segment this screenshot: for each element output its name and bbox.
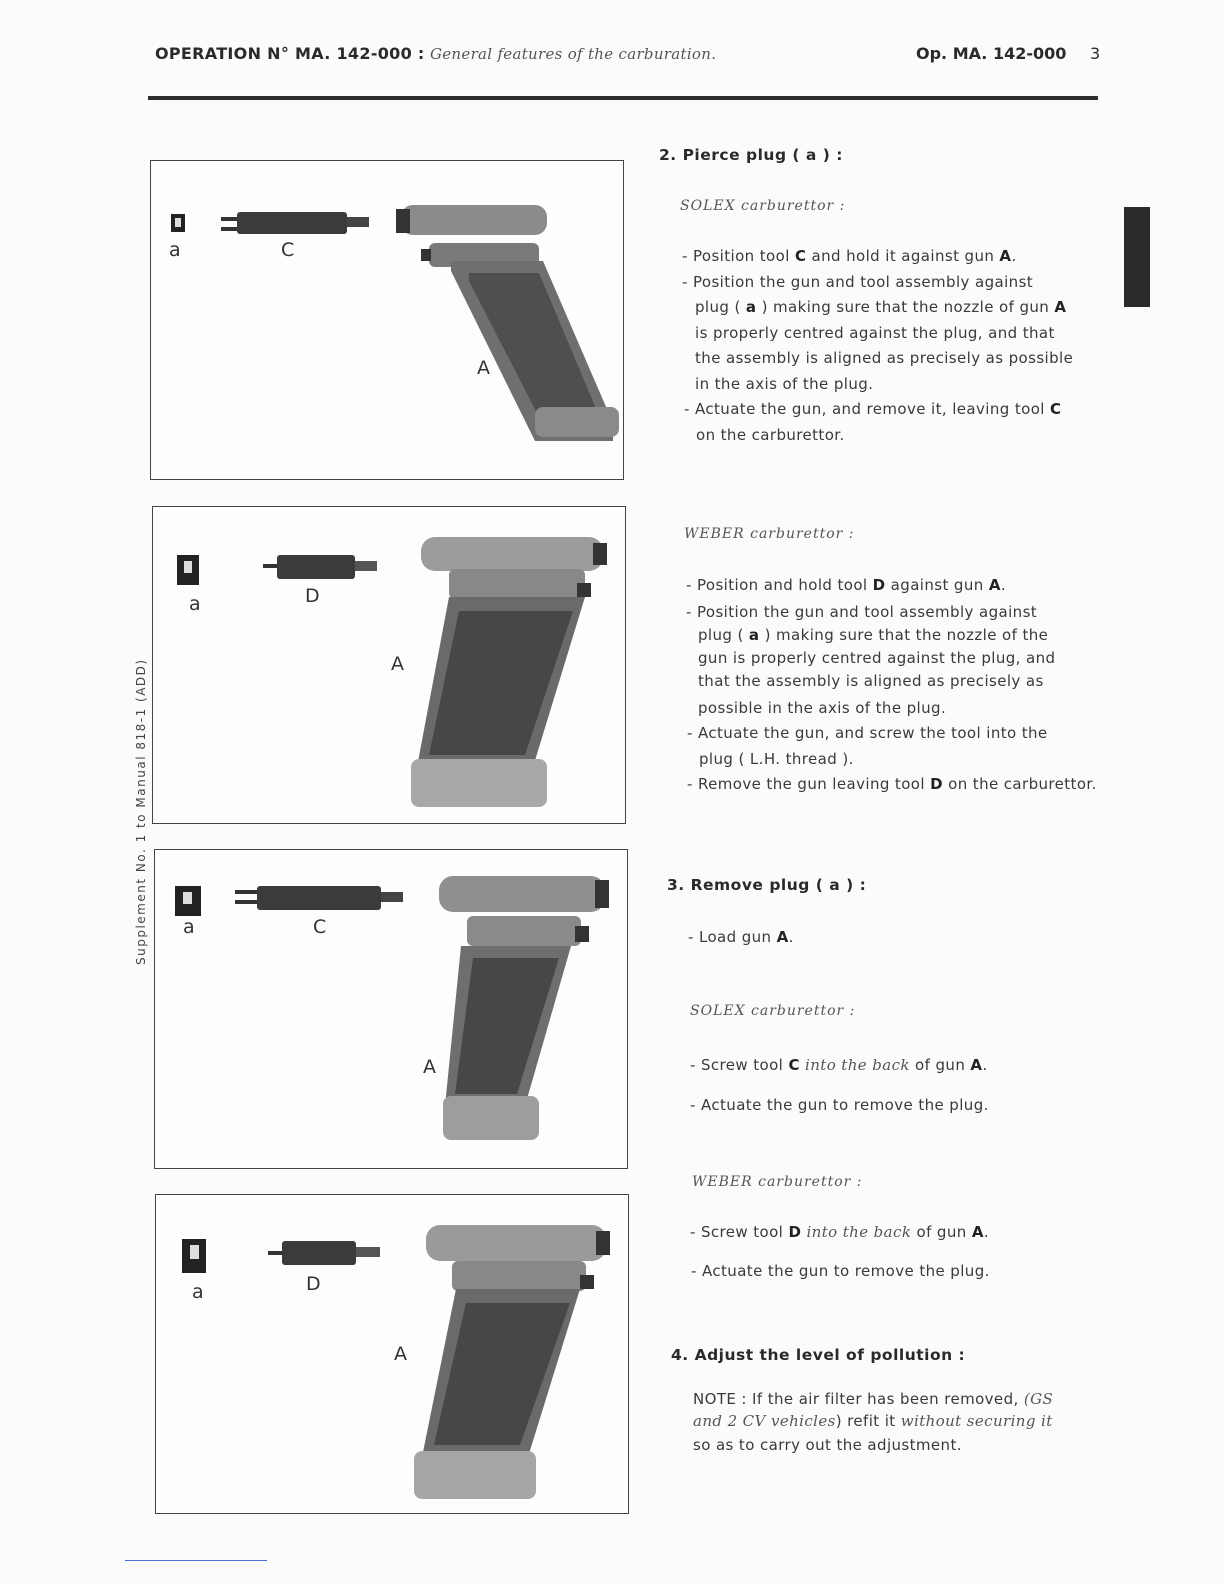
section-3-title: 3. Remove plug ( a ) :: [667, 876, 867, 894]
page-header: [155, 44, 716, 63]
label-tool: D: [306, 1273, 321, 1295]
figure-3: [154, 849, 628, 1169]
step-line: - Position the gun and tool assembly against: [682, 273, 1034, 291]
tool-c-drawing: [237, 212, 347, 234]
footer-rule: [125, 1560, 267, 1561]
step-line: plug ( a ) making sure that the nozzle of gun A: [695, 298, 1067, 316]
tool-d-drawing: [282, 1241, 356, 1265]
label-plug: a: [183, 916, 195, 938]
step-line: plug ( L.H. thread ).: [699, 750, 854, 768]
section-3-weber-heading: WEBER carburettor :: [692, 1174, 863, 1190]
plug-code: a: [829, 876, 841, 894]
figure-3-drawing: [155, 850, 627, 1168]
plug-code: a: [805, 146, 817, 164]
step-line: plug ( a ) making sure that the nozzle of the: [698, 626, 1049, 644]
step-line: in the axis of the plug.: [695, 375, 874, 393]
figure-2-drawing: [153, 507, 625, 823]
label-gun: A: [477, 357, 490, 379]
label-tool: C: [313, 916, 327, 938]
step-line: - Actuate the gun, and remove it, leaving tool C: [684, 400, 1062, 418]
step-line: the assembly is aligned as precisely as possible: [695, 349, 1074, 367]
page-number: 3: [1090, 44, 1101, 63]
step-line: - Load gun A.: [688, 928, 794, 946]
label-plug: a: [189, 593, 201, 615]
step-line: - Screw tool D into the back of gun A.: [690, 1223, 990, 1241]
gun-a-drawing: [426, 1225, 606, 1261]
note-line: and 2 CV vehicles) refit it without securing it: [693, 1412, 1053, 1430]
note-line: NOTE : If the air filter has been removed, (GS: [693, 1390, 1054, 1408]
header-reference: Op. MA. 142-000: [916, 44, 1067, 63]
step-line: that the assembly is aligned as precisely as: [698, 672, 1044, 690]
label-gun: A: [391, 653, 404, 675]
section-tab-marker: [1124, 207, 1150, 307]
header-subtitle: General features of the carburation.: [429, 45, 717, 63]
step-line: - Actuate the gun to remove the plug.: [690, 1096, 989, 1114]
section-3-solex-heading: SOLEX carburettor :: [690, 1003, 856, 1019]
step-line: gun is properly centred against the plug, and: [698, 649, 1056, 667]
label-tool: D: [305, 585, 320, 607]
side-note: Supplement No. 1 to Manual 818-1 (ADD): [134, 658, 148, 965]
figure-1-drawing: [151, 161, 623, 479]
step-line: on the carburettor.: [696, 426, 845, 444]
gun-a-drawing: [421, 537, 603, 571]
note-line: so as to carry out the adjustment.: [693, 1436, 962, 1454]
tool-c-drawing: [257, 886, 381, 910]
section-2-title: 2. Pierce plug ( a ) :: [659, 146, 843, 164]
gun-a-drawing: [401, 205, 547, 235]
label-gun: A: [423, 1056, 436, 1078]
tool-d-drawing: [277, 555, 355, 579]
section-2-solex-heading: SOLEX carburettor :: [680, 198, 846, 214]
figure-4: [155, 1194, 629, 1514]
label-plug: a: [192, 1281, 204, 1303]
step-line: is properly centred against the plug, and that: [695, 324, 1055, 342]
step-line: - Actuate the gun to remove the plug.: [691, 1262, 990, 1280]
step-line: possible in the axis of the plug.: [698, 699, 947, 717]
step-line: - Actuate the gun, and screw the tool into the: [687, 724, 1048, 742]
operation-code: OPERATION N° MA. 142-000 :: [155, 44, 425, 63]
figure-2: [152, 506, 626, 824]
step-line: - Position and hold tool D against gun A.: [686, 576, 1007, 594]
figure-1: [150, 160, 624, 480]
label-plug: a: [169, 239, 181, 261]
gun-a-drawing: [439, 876, 605, 912]
header-rule: [148, 96, 1098, 100]
section-4-title: 4. Adjust the level of pollution :: [671, 1346, 966, 1364]
step-line: - Position the gun and tool assembly against: [686, 603, 1038, 621]
label-tool: C: [281, 239, 295, 261]
label-gun: A: [394, 1343, 407, 1365]
step-line: - Position tool C and hold it against gun A.: [682, 247, 1017, 265]
step-line: - Screw tool C into the back of gun A.: [690, 1056, 988, 1074]
step-line: - Remove the gun leaving tool D on the carburettor.: [687, 775, 1097, 793]
section-2-weber-heading: WEBER carburettor :: [684, 526, 855, 542]
figure-4-drawing: [156, 1195, 628, 1513]
